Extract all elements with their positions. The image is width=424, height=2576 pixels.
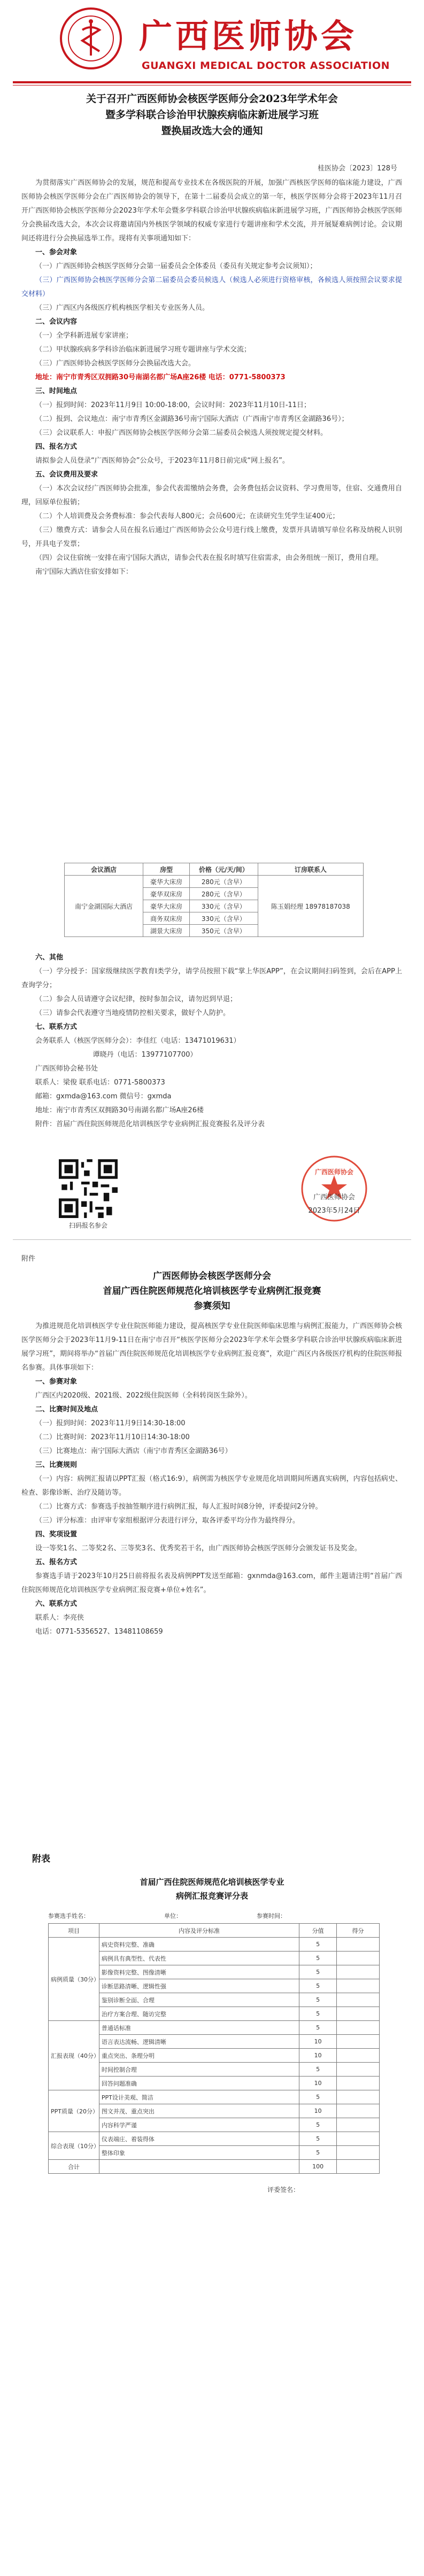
judge-signature-label: 评委签名： <box>267 2186 300 2193</box>
section-heading: 二、比赛时间及地点 <box>35 1406 98 1414</box>
section-heading: 五、报名方式 <box>35 1558 78 1566</box>
score-item-cell: 仪表端庄、着装得体 <box>99 2132 299 2146</box>
score-item-cell: PPT设计美观、简洁 <box>99 2090 299 2104</box>
score-table-row <box>49 2132 380 2146</box>
score-value-cell: 5 <box>299 2132 337 2146</box>
section-line: （二）甲状腺疾病多学科诊治临床新进展学习班专题讲座与学术交流； <box>35 346 251 354</box>
score-table <box>48 1923 380 2174</box>
hotel-contact-cell: 陈玉娟经理 18978187038 <box>258 876 363 937</box>
section-line: （二）比赛时间：2023年11月10日14:30-18:00 <box>35 1433 190 1441</box>
room-type-cell: 豪华双床房 <box>143 888 190 900</box>
attachment-title-line: 参赛须知 <box>194 1301 230 1312</box>
section-line: （三）广西区内各级医疗机构核医学相关专业医务人员。 <box>35 304 210 312</box>
room-price-cell: 280元（含早） <box>189 876 258 888</box>
section-line: （一）广西医师协会核医学医师分会第一届委员会全体委员（委员有关规定参考会议须知）； <box>35 262 317 270</box>
attachment-title-line: 首届广西住院医师规范化培训核医学专业病例汇报竞赛 <box>103 1286 321 1297</box>
score-value-cell: 5 <box>299 2090 337 2104</box>
score-input-cell[interactable] <box>337 1965 380 1979</box>
section-line: （二）比赛方式：参赛选手按抽签顺序进行病例汇报，每人汇报时间8分钟，评委提问2分钟。 <box>35 1503 322 1511</box>
score-item-cell: 鉴别诊断全面、合理 <box>99 1993 299 2007</box>
section-line: 参赛选手请于2023年10月25日前将报名表及病例PPT发送至邮箱：gxnmda@163.com，邮件主题请注明“首届广西住院医师规范化培训核医学专业病例汇报竞赛+单位+姓名”。 <box>21 1572 402 1594</box>
score-input-cell[interactable] <box>337 2160 380 2174</box>
qr-code-icon[interactable] <box>59 1159 118 1218</box>
score-table-title-line: 首届广西住院医师规范化培训核医学专业 <box>140 1877 284 1887</box>
hotel-table <box>64 863 364 937</box>
score-item-cell: 病史资料完整、准确 <box>99 1938 299 1951</box>
score-value-cell: 5 <box>299 2007 337 2021</box>
section-line: （二）参会人员请遵守会议纪律，按时参加会议，请勿迟到早退； <box>35 995 237 1003</box>
score-input-cell[interactable] <box>337 2090 380 2104</box>
score-table-title <box>0 1875 424 1903</box>
attachment-body <box>21 1320 402 1639</box>
signature-date: 2023年5月24日 <box>308 1207 360 1215</box>
score-input-cell[interactable] <box>337 1938 380 1951</box>
hotel-name-cell: 南宁金湖国际大酒店 <box>65 876 143 937</box>
score-input-cell[interactable] <box>337 2021 380 2035</box>
section-line: （一）学分授予：国家级继续医学教育Ⅰ类学分，请学员按照下载“掌上华医APP”，在会议期间扫码签到，会后在APP上查询学分； <box>21 967 402 989</box>
section-heading: 四、奖项设置 <box>35 1531 78 1539</box>
hotel-table-header: 会议酒店 <box>65 863 143 876</box>
score-input-cell[interactable] <box>337 2077 380 2090</box>
room-type-cell: 豪华大床房 <box>143 876 190 888</box>
score-value-cell: 10 <box>299 2049 337 2063</box>
section-heading: 四、报名方式 <box>35 443 78 451</box>
attachment-title <box>0 1269 424 1314</box>
score-item-cell: 诊断思路清晰、逻辑性强 <box>99 1979 299 1993</box>
notice-body <box>21 176 402 579</box>
score-table-header: 项目 <box>49 1924 99 1938</box>
notice-title <box>0 91 424 139</box>
section-line: 设一等奖1名、二等奖2名、三等奖3名、优秀奖若干名，由广西医师协会核医学医师分会颁发证书及奖金。 <box>35 1544 361 1552</box>
letterhead <box>0 0 424 80</box>
room-type-cell: 豪华大床房 <box>143 900 190 912</box>
score-item-cell: 病例具有典型性、代表性 <box>99 1951 299 1965</box>
contestant-name-label: 参赛选手姓名： <box>48 1913 89 1919</box>
hotel-table-header: 房型 <box>143 863 190 876</box>
score-value-cell: 5 <box>299 2021 337 2035</box>
score-input-cell[interactable] <box>337 2049 380 2063</box>
room-type-cell: 商务双床房 <box>143 912 190 925</box>
hotel-table-header: 订房联系人 <box>258 863 363 876</box>
score-input-cell[interactable] <box>337 2132 380 2146</box>
score-item-cell: 影像资料完整、图像清晰 <box>99 1965 299 1979</box>
score-table-title-line: 病例汇报竞赛评分表 <box>175 1891 248 1901</box>
score-input-cell[interactable] <box>337 1993 380 2007</box>
highlighted-line: （三）广西医师协会核医学医师分会第二届委员会委员候选人（候选人必须进行资格审核，各候选人须按照会议要求提交材料） <box>21 276 402 298</box>
association-logo-icon <box>59 6 123 71</box>
contact-line: 联系人：梁俊 联系电话：0771-5800373 <box>35 1079 165 1087</box>
score-value-cell: 5 <box>299 1979 337 1993</box>
section-line: 广西区内2020级、2021级、2022级住院医师（全科转岗医生除外）。 <box>35 1392 252 1400</box>
document-number: 桂医协会〔2023〕128号 <box>318 165 397 173</box>
score-item-cell: 治疗方案合理、随访完整 <box>99 2007 299 2021</box>
score-group-cell: 合计 <box>49 2160 99 2174</box>
score-value-cell: 5 <box>299 1951 337 1965</box>
date-label: 参赛时间： <box>257 1913 286 1919</box>
section-heading: 三、比赛规则 <box>35 1461 78 1469</box>
score-value-cell: 5 <box>299 1965 337 1979</box>
score-item-cell: 内容科学严谨 <box>99 2118 299 2132</box>
score-table-header: 分值 <box>299 1924 337 1938</box>
section-line: （三）评分标准：由评审专家组根据评分表进行评分，取各评委平均分作为最终得分。 <box>35 1517 300 1525</box>
contact-line: 谭晓丹（电话：13977107700） <box>35 1051 197 1059</box>
seal-org: 广西医师协会 <box>314 1168 353 1176</box>
score-value-cell: 5 <box>299 2063 337 2077</box>
score-table-row <box>49 1938 380 1951</box>
appendix-label: 附表 <box>32 1854 50 1864</box>
contact-line: 地址：南宁市青秀区双拥路30号南湖名都广场A座26楼 <box>35 1106 204 1114</box>
room-price-cell: 350元（含早） <box>189 925 258 937</box>
notice-intro: 为贯彻落实广西医师协会的发展，规范和提高专业技术在各级医院的开展，加强广西核医学医师的临床能力建设，广西医师协会核医学医师分会在广西医师协会的领导下，在第十二届委员会成立的第一年，核医学医师分会将于2023年11月召开广西医师协会核医学医师分会2023年学术年会暨多学科联合诊治甲状腺疾病临床新进展学习班，广西医师协会核医学医师分会换届改选大会，本次会议将邀请国内外核医学领域的权威专家进行专题讲座和学术交流，并开展疑难病例讨论。会议期间还将进行分会换届选举工作。现将有关事项通知如下： <box>21 179 402 243</box>
score-input-cell[interactable] <box>337 2118 380 2132</box>
attachment-label: 附件 <box>21 1255 36 1263</box>
score-table-meta <box>48 1911 380 1920</box>
section-divider <box>13 1239 411 1240</box>
room-price-cell: 330元（含早） <box>189 912 258 925</box>
unit-label: 单位： <box>164 1913 182 1919</box>
room-type-cell: 湖景大床房 <box>143 925 190 937</box>
section-line: （一）报到时间：2023年11月9日 10:00-18:00，会议时间：2023年11月10日-11日； <box>35 401 311 409</box>
section-line: 请拟参会人员登录“广西医师协会”公众号，于2023年11月8日前完成“网上报名”。 <box>35 457 289 465</box>
section-heading: 三、时间地点 <box>35 387 78 395</box>
org-name: 广西医师协会 <box>139 17 358 56</box>
attachment-intro: 为推进规范化培训核医学专业住院医师能力建设，提高核医学专业住院医师临床思维与病例汇报能力，广西医师协会核医学医师分会于2023年11月9-11日在南宁市召开“核医学医师分会2023年学术年会暨多学科联合诊治甲状腺疾病临床新进展学习班”，期间将举办“首届广西住院医师规范化培训核医学专业病例汇报竞赛”，欢迎广西区内各级医疗机构的住院医师报名参赛。具体事项如下： <box>21 1322 402 1372</box>
notice-title-line: 暨换届改选大会的通知 <box>161 125 263 137</box>
score-input-cell[interactable] <box>337 2146 380 2160</box>
contact-line: 附件：首届广西住院医师规范化培训核医学专业病例汇报竞赛报名及评分表 <box>35 1120 265 1128</box>
section-heading: 一、参会对象 <box>35 248 78 256</box>
contact-line: 邮箱：gxmda@163.com 微信号：gxmda <box>35 1092 172 1100</box>
address-highlight: 地址：南宁市青秀区双拥路30号南湖名都广场A座26楼 电话：0771-5800373 <box>35 373 286 381</box>
notice-body-continued <box>21 951 402 1131</box>
score-item-cell: 回答问题准确 <box>99 2077 299 2090</box>
section-line: 电话：0771-5356527、13481108659 <box>35 1628 163 1636</box>
section-line: （二）个人培训费及会务费标准：参会代表每人800元；会员600元；在读研究生凭学生证400元； <box>35 512 340 520</box>
section-line: （一）报到时间：2023年11月9日14:30-18:00 <box>35 1419 186 1427</box>
room-price-cell: 330元（含早） <box>189 900 258 912</box>
score-input-cell[interactable] <box>337 2035 380 2049</box>
section-line: （三）广西医师协会核医学医师分会换届改选大会。 <box>35 360 196 368</box>
score-item-cell: 整体印象 <box>99 2146 299 2160</box>
section-line: （四）会议住宿统一安排在南宁国际大酒店，请参会代表在报名时填写住宿需求，由会务组统一预订，费用自理。 <box>35 554 383 562</box>
score-item-cell: 图文并茂、重点突出 <box>99 2104 299 2118</box>
score-table-header: 得分 <box>337 1924 380 1938</box>
section-heading: 二、会议内容 <box>35 318 78 326</box>
score-item-cell: 普通话标准 <box>99 2021 299 2035</box>
signature-org: 广西医师协会 <box>313 1193 355 1201</box>
section-heading: 五、会议费用及要求 <box>35 471 98 479</box>
score-input-cell[interactable] <box>337 1951 380 1965</box>
score-group-cell: 汇报表现（40分） <box>49 2021 99 2090</box>
section-line: （三）会议联系人：申报广西医师协会核医学医师分会第二届委员会候选人须按规定提交材料。 <box>35 429 328 437</box>
section-line: （一）本次会议经广西医师协会批准，参会代表需缴纳会务费，会务费包括会议资料、学习费用等，住宿、交通费用自理，回原单位报销； <box>21 485 402 506</box>
contact-line: 会务联系人（核医学医师分会）：李佳红（电话：13471019631） <box>35 1037 241 1045</box>
score-input-cell[interactable] <box>337 2104 380 2118</box>
score-value-cell: 10 <box>299 2077 337 2090</box>
score-value-cell: 5 <box>299 1938 337 1951</box>
qr-caption: 扫码报名参会 <box>68 1222 107 1229</box>
section-line: （二）报到、会议地点：南宁市青秀区金湖路36号南宁国际大酒店（广西南宁市青秀区金湖路36号）； <box>35 415 349 423</box>
score-value-cell: 5 <box>299 1993 337 2007</box>
notice-title-line: 关于召开广西医师协会核医学医师分会2023年学术年会 <box>86 93 338 105</box>
score-value-cell: 10 <box>299 2104 337 2118</box>
score-item-cell: 时间控制合理 <box>99 2063 299 2077</box>
room-price-cell: 280元（含早） <box>189 888 258 900</box>
contact-line: 广西医师协会秘书处 <box>35 1065 98 1073</box>
score-item-cell: 重点突出、条理分明 <box>99 2049 299 2063</box>
score-input-cell[interactable] <box>337 2007 380 2021</box>
section-line: （三）比赛地点：南宁国际大酒店（南宁市青秀区金湖路36号） <box>35 1447 232 1455</box>
section-heading: 六、其他 <box>35 954 64 962</box>
score-group-cell: PPT质量（20分） <box>49 2090 99 2132</box>
score-value-cell: 5 <box>299 2118 337 2132</box>
hotel-table-header: 价格（元/天/间） <box>189 863 258 876</box>
section-heading: 一、参赛对象 <box>35 1378 78 1386</box>
score-table-row <box>49 2160 380 2174</box>
score-group-cell: 病例质量（30分） <box>49 1938 99 2021</box>
score-value-cell: 5 <box>299 2146 337 2160</box>
hotel-intro: 南宁国际大酒店住宿安排如下： <box>35 568 133 576</box>
section-line: （三）缴费方式：请参会人员在报名后通过广西医师协会公众号进行线上缴费，发票开具请填写单位名称及纳税人识别号，开具电子发票； <box>21 526 402 548</box>
section-line: （一）内容：病例汇报请以PPT汇报（格式16:9），病例需为核医学专业规范化培训期间所遇真实病例，内容包括病史、检查、影像诊断、治疗及随访等。 <box>21 1475 402 1497</box>
section-line: （三）请参会代表遵守当地疫情防控相关要求，做好个人防护。 <box>35 1009 230 1017</box>
section-heading: 六、联系方式 <box>35 1600 78 1608</box>
score-table-row <box>49 2021 380 2035</box>
attachment-title-line: 广西医师协会核医学医师分会 <box>153 1271 271 1282</box>
score-table-row <box>49 2090 380 2104</box>
section-line: （一）全学科新进展专家讲座； <box>35 332 133 340</box>
score-value-cell: 100 <box>299 2160 337 2174</box>
score-item-cell <box>99 2160 299 2174</box>
section-heading: 七、联系方式 <box>35 1023 78 1031</box>
header-red-rule <box>13 81 411 83</box>
score-table-header: 内容及评分标准 <box>99 1924 299 1938</box>
score-input-cell[interactable] <box>337 2063 380 2077</box>
section-line: 联系人：李亮侠 <box>35 1614 84 1622</box>
org-name-en: GUANGXI MEDICAL DOCTOR ASSOCIATION <box>142 60 390 72</box>
score-group-cell: 综合表现（10分） <box>49 2132 99 2160</box>
score-item-cell: 语言表达流畅、逻辑清晰 <box>99 2035 299 2049</box>
notice-title-line: 暨多学科联合诊治甲状腺疾病临床新进展学习班 <box>105 109 319 121</box>
score-value-cell: 10 <box>299 2035 337 2049</box>
score-input-cell[interactable] <box>337 1979 380 1993</box>
